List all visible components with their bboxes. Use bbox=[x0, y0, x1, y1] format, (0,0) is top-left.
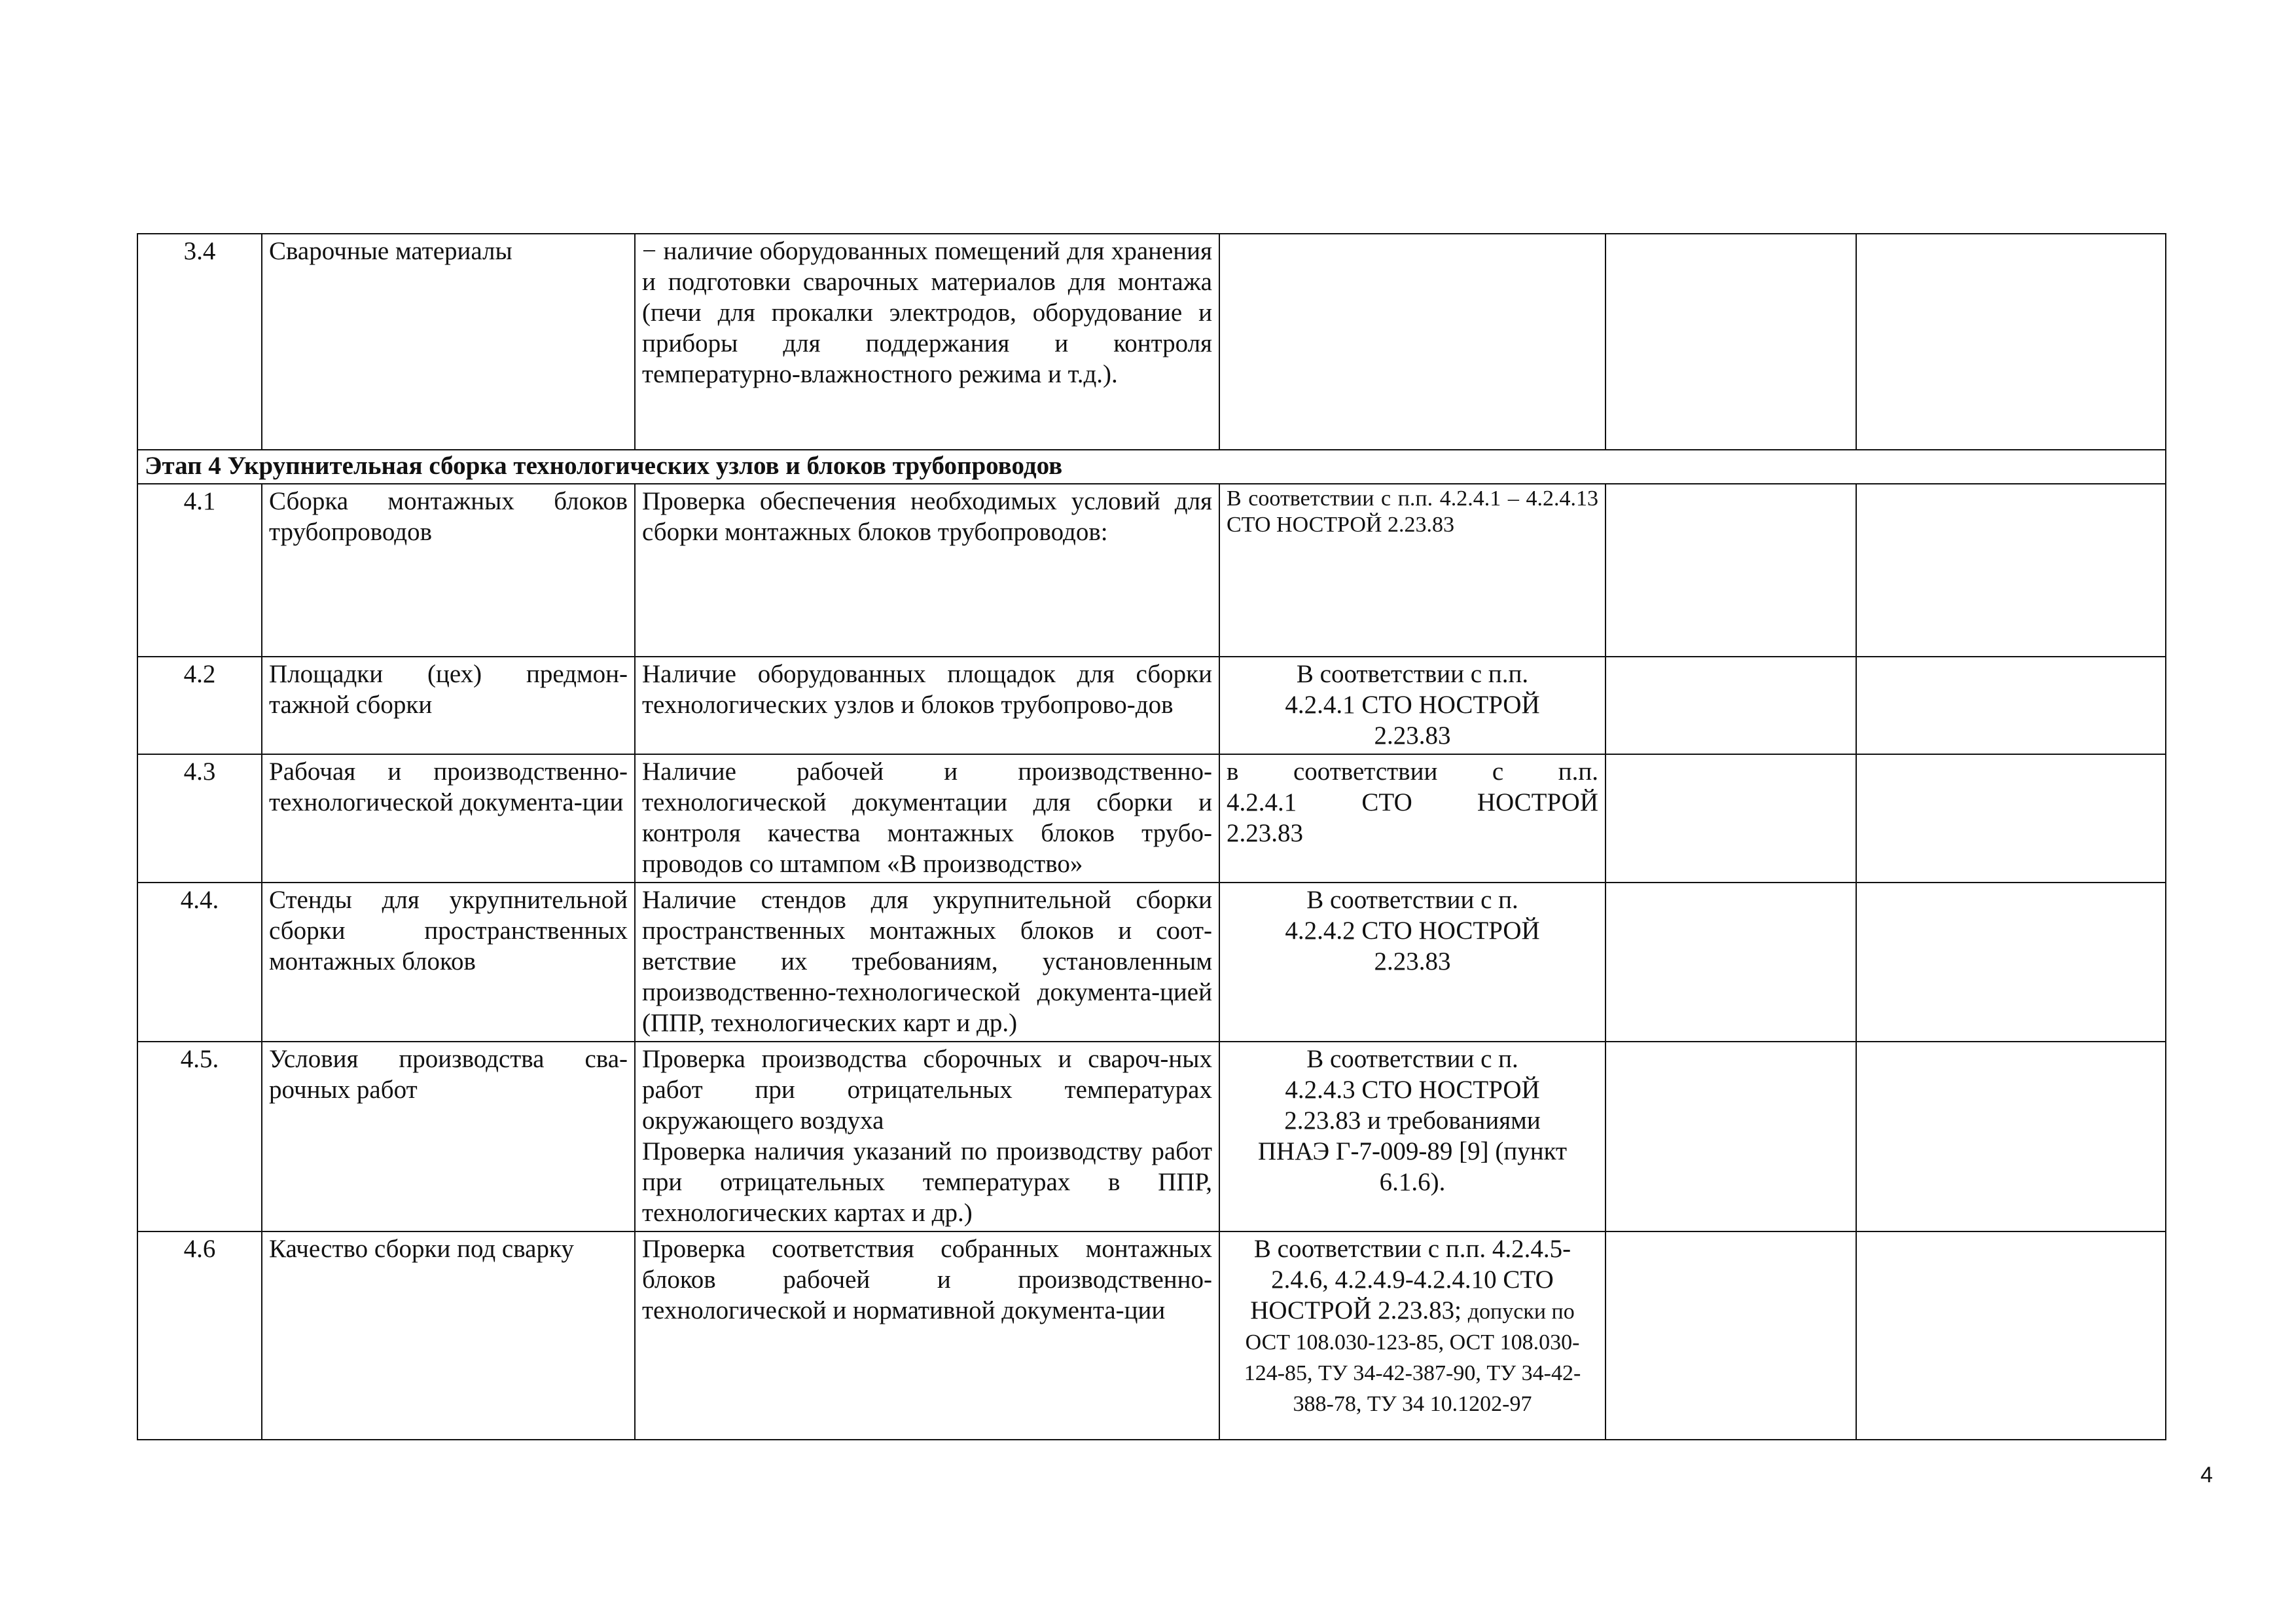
item-name: Условия производства сва-рочных работ bbox=[262, 1042, 635, 1231]
stage-title: Этап 4 Укрупнительная сборка технологических узлов и блоков трубопроводов bbox=[137, 450, 2166, 484]
check-description: Проверка соответствия собранных монтажных блоков рабочей и производственно-технологической и нормативной документа-ции bbox=[635, 1231, 1219, 1440]
empty-cell bbox=[1605, 883, 1856, 1042]
reference-line: 6.1.6). bbox=[1379, 1168, 1446, 1196]
reference-line: 2.4.6, 4.2.4.9-4.2.4.10 СТО bbox=[1271, 1266, 1554, 1294]
reference-line: в соответствии с п.п. bbox=[1227, 757, 1598, 786]
reference-cell bbox=[1219, 1231, 1605, 1440]
item-name: Площадки (цех) предмон-тажной сборки bbox=[262, 657, 635, 754]
reference-cell bbox=[1219, 234, 1605, 450]
check-description: Наличие оборудованных площадок для сборки технологических узлов и блоков трубопрово-дов bbox=[635, 657, 1219, 754]
reference-line: 2.23.83 bbox=[1374, 721, 1451, 750]
table-row bbox=[137, 1231, 2166, 1440]
table-row bbox=[137, 754, 2166, 883]
empty-cell bbox=[1856, 484, 2166, 657]
check-paragraph: Проверка производства сборочных и свароч-ных работ при отрицательных температурах окружающего воздуха bbox=[642, 1045, 1212, 1135]
empty-cell bbox=[1856, 234, 2166, 450]
reference-line: 4.2.4.2 СТО НОСТРОЙ bbox=[1285, 917, 1540, 945]
row-number: 4.6 bbox=[137, 1231, 262, 1440]
row-number: 4.2 bbox=[137, 657, 262, 754]
row-number: 4.1 bbox=[137, 484, 262, 657]
reference-line: В соответствии с п.п. bbox=[1296, 660, 1529, 688]
check-paragraph: Проверка наличия указаний по производству работ при отрицательных температурах в ППР, технологических картах и др.) bbox=[642, 1137, 1212, 1227]
reference-cell: В соответствии с п.п. 4.2.4.1 – 4.2.4.13 СТО НОСТРОЙ 2.23.83 bbox=[1219, 484, 1605, 657]
reference-cell bbox=[1219, 754, 1605, 883]
empty-cell bbox=[1856, 1042, 2166, 1231]
check-description: Проверка обеспечения необходимых условий для сборки монтажных блоков трубопроводов: bbox=[635, 484, 1219, 657]
reference-line: 2.23.83 bbox=[1374, 947, 1451, 976]
reference-line: В соответствии с п. bbox=[1306, 886, 1518, 914]
check-description: Наличие стендов для укрупнительной сборки пространственных монтажных блоков и соот-ветствие их требованиям, установленным производственно-технологической документа-цией (ППР, технологических карт и др.) bbox=[635, 883, 1219, 1042]
reference-cell bbox=[1219, 883, 1605, 1042]
reference-line: 4.2.4.1 СТО НОСТРОЙ bbox=[1285, 691, 1540, 719]
reference-line: НОСТРОЙ 2.23.83; bbox=[1250, 1296, 1462, 1324]
reference-line: 4.2.4.3 СТО НОСТРОЙ bbox=[1285, 1076, 1540, 1104]
table-row bbox=[137, 657, 2166, 754]
row-number: 4.3 bbox=[137, 754, 262, 883]
table-row bbox=[137, 883, 2166, 1042]
table-row bbox=[137, 1042, 2166, 1231]
empty-cell bbox=[1856, 754, 2166, 883]
row-number: 4.4. bbox=[137, 883, 262, 1042]
empty-cell bbox=[1605, 234, 1856, 450]
reference-line: 2.23.83 и требованиями bbox=[1284, 1106, 1541, 1135]
check-description bbox=[635, 1042, 1219, 1231]
item-name: Качество сборки под сварку bbox=[262, 1231, 635, 1440]
reference-line: 2.23.83 bbox=[1227, 819, 1303, 847]
table-row bbox=[137, 484, 2166, 657]
reference-cell bbox=[1219, 1042, 1605, 1231]
page-number: 4 bbox=[2200, 1463, 2213, 1487]
item-name: Сварочные материалы bbox=[262, 234, 635, 450]
empty-cell bbox=[1605, 1231, 1856, 1440]
reference-line: В соответствии с п.п. 4.2.4.5- bbox=[1253, 1235, 1571, 1263]
empty-cell bbox=[1856, 657, 2166, 754]
inspection-table bbox=[137, 233, 2166, 1440]
check-description: Наличие рабочей и производственно-технологической документации для сборки и контроля качества монтажных блоков трубо-проводов со штампом «В производство» bbox=[635, 754, 1219, 883]
reference-line: В соответствии с п. bbox=[1306, 1045, 1518, 1073]
item-name: Рабочая и производственно-технологической документа-ции bbox=[262, 754, 635, 883]
reference-line: 4.2.4.1 СТО НОСТРОЙ bbox=[1227, 788, 1598, 816]
empty-cell bbox=[1856, 883, 2166, 1042]
reference-cell bbox=[1219, 657, 1605, 754]
empty-cell bbox=[1605, 754, 1856, 883]
empty-cell bbox=[1605, 657, 1856, 754]
row-number: 4.5. bbox=[137, 1042, 262, 1231]
empty-cell bbox=[1605, 1042, 1856, 1231]
empty-cell bbox=[1605, 484, 1856, 657]
item-name: Сборка монтажных блоков трубопроводов bbox=[262, 484, 635, 657]
item-name: Стенды для укрупнительной сборки пространственных монтажных блоков bbox=[262, 883, 635, 1042]
check-description: − наличие оборудованных помещений для хранения и подготовки сварочных материалов для монтажа (печи для прокалки электродов, оборудование и приборы для поддержания и контроля температурно-влажностного режима и т.д.). bbox=[635, 234, 1219, 450]
reference-tolerances: допуски по ОСТ 108.030-123-85, ОСТ 108.030-124-85, ТУ 34-42-387-90, ТУ 34-42-388-78, ТУ 34 10.1202-97 bbox=[1244, 1300, 1581, 1416]
stage-row bbox=[137, 450, 2166, 484]
row-number: 3.4 bbox=[137, 234, 262, 450]
empty-cell bbox=[1856, 1231, 2166, 1440]
reference-line: ПНАЭ Г-7-009-89 [9] (пункт bbox=[1257, 1137, 1568, 1165]
table-row bbox=[137, 234, 2166, 450]
